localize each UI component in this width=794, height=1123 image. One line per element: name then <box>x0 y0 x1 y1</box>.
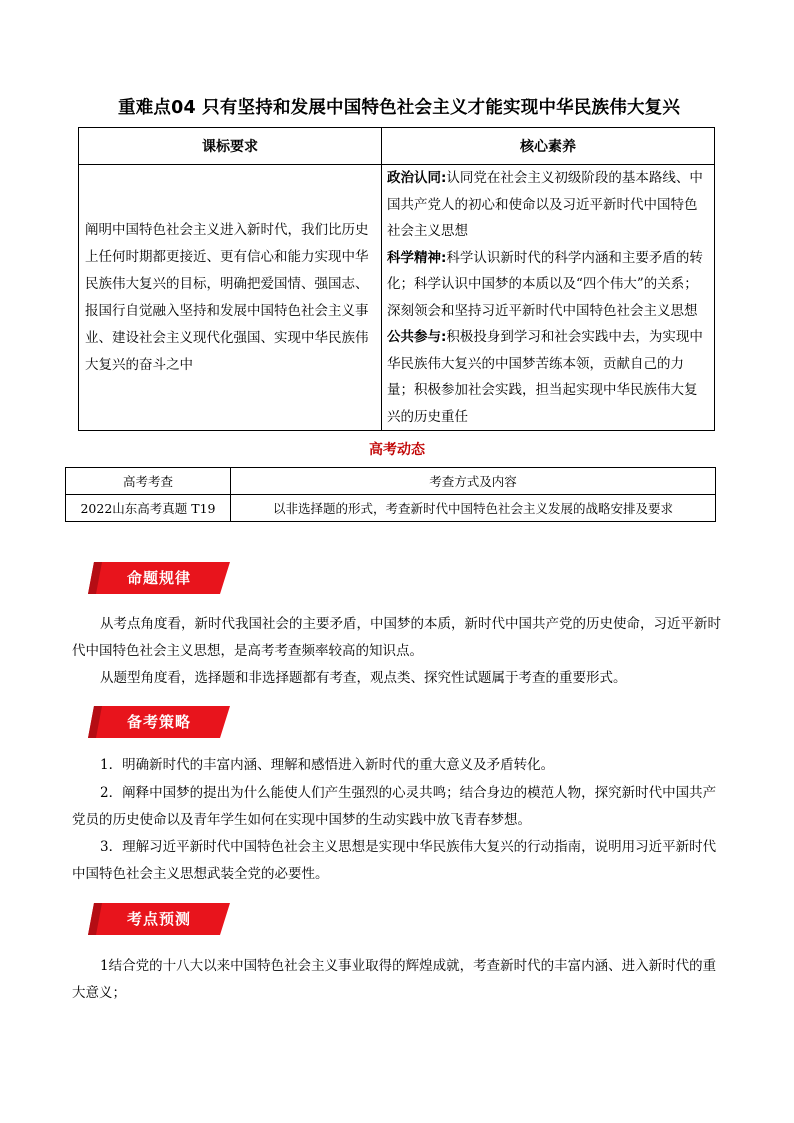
strategy-paragraph-3: 3．理解习近平新时代中国特色社会主义思想是实现中华民族伟大复兴的行动指南，说明用习近平新时代中国特色社会主义思想武装全党的必要性。 <box>72 839 717 882</box>
literacy-label: 公共参与: <box>387 329 447 345</box>
table-header-row <box>79 128 715 165</box>
banner-label: 备考策略 <box>126 713 191 731</box>
strategy-paragraph-1: 1．明确新时代的丰富内涵、理解和感悟进入新时代的重大意义及矛盾转化。 <box>100 757 555 773</box>
method-cell: 以非选择题的形式，考查新时代中国特色社会主义发展的战略安排及要求 <box>231 495 716 522</box>
literacy-item-science <box>387 245 709 325</box>
table-row <box>79 165 715 431</box>
literacy-cell <box>382 165 715 431</box>
rules-paragraph-2: 从题型角度看，选择题和非选择题都有考查，观点类、探究性试题属于考查的重要形式。 <box>100 670 627 686</box>
section-banner-rules <box>88 562 230 594</box>
header-core-literacy: 核心素养 <box>382 128 715 165</box>
literacy-label: 科学精神: <box>387 249 447 266</box>
section-banner-strategy <box>88 706 230 738</box>
gaokao-table <box>65 467 716 522</box>
gaokao-heading: 高考动态 <box>369 442 425 458</box>
header-curriculum-requirement: 课标要求 <box>79 128 382 165</box>
requirement-cell: 阐明中国特色社会主义进入新时代，我们比历史上任何时期都更接近、更有信心和能力实现中华民族伟大复兴的目标，明确把爱国情、强国志、报国行自觉融入坚持和发展中国特色社会主义事业、建设社会主义现代化强国、实现中华民族伟大复兴的奋斗之中 <box>79 165 382 431</box>
literacy-item-political <box>387 165 709 245</box>
rules-paragraph-1: 从考点角度看，新时代我国社会的主要矛盾，中国梦的本质，新时代中国共产党的历史使命，习近平新时代中国特色社会主义思想，是高考考查频率较高的知识点。 <box>72 616 721 659</box>
document-title: 重难点04 只有坚持和发展中国特色社会主义才能实现中华民族伟大复兴 <box>118 98 681 118</box>
literacy-text: 积极投身到学习和社会实践中去，为实现中华民族伟大复兴的中国梦苦练本领，贡献自己的力量；积极参加社会实践，担当起实现中华民族伟大复兴的历史重任 <box>387 329 703 425</box>
table-row <box>66 495 716 522</box>
literacy-text: 科学认识新时代的科学内涵和主要矛盾的转化；科学认识中国梦的本质以及“四个伟大”的关系；深刻领会和坚持习近平新时代中国特色社会主义思想 <box>387 249 703 319</box>
table-header-row <box>66 468 716 495</box>
exam-cell: 2022山东高考真题 T19 <box>66 495 231 522</box>
banner-label: 命题规律 <box>126 569 191 587</box>
header-method: 考查方式及内容 <box>231 468 716 495</box>
section-banner-forecast <box>88 903 230 935</box>
header-exam: 高考考查 <box>66 468 231 495</box>
banner-label: 考点预测 <box>126 910 191 928</box>
strategy-paragraph-2: 2．阐释中国梦的提出为什么能使人们产生强烈的心灵共鸣；结合身边的模范人物，探究新时代中国共产党员的历史使命以及青年学生如何在实现中国梦的生动实践中放飞青春梦想。 <box>72 785 717 828</box>
literacy-text: 认同党在社会主义初级阶段的基本路线、中国共产党人的初心和使命以及习近平新时代中国特色社会主义思想 <box>387 170 703 239</box>
curriculum-table <box>78 127 715 431</box>
forecast-paragraph-1: 1结合党的十八大以来中国特色社会主义事业取得的辉煌成就，考查新时代的丰富内涵、进入新时代的重大意义； <box>72 958 717 1001</box>
literacy-item-public <box>387 324 709 430</box>
literacy-label: 政治认同: <box>387 170 447 186</box>
